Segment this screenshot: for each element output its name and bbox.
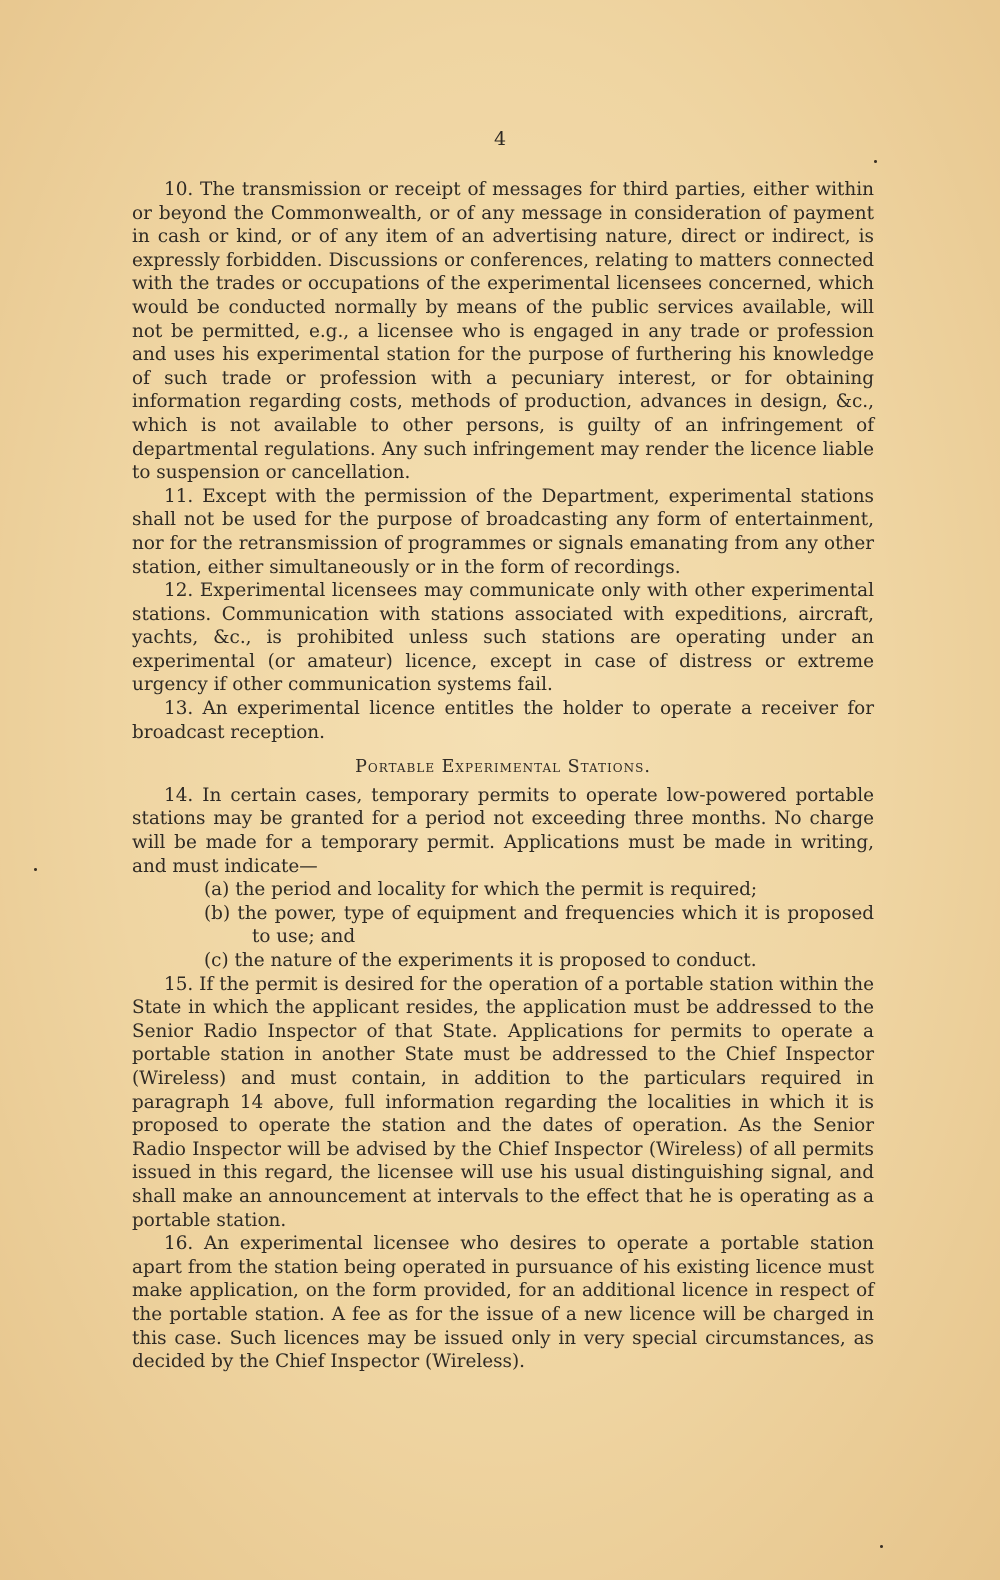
page-number: 4 [493, 128, 507, 150]
list-text: the power, type of equipment and frequencies which it is proposed to use; and [237, 902, 874, 948]
list-item-a [204, 878, 874, 902]
list-marker: (a) [204, 879, 230, 901]
list-item-c [204, 949, 874, 973]
list-text: the nature of the experiments it is proposed to conduct. [234, 950, 757, 971]
paragraph-14: 14. In certain cases, temporary permits to operate low-powered portable stations may be granted for a period not exceeding three months. No charge will be made for a temporary permit. Applications must be made in writing, and must indicate— [132, 784, 874, 877]
list-item-b [204, 902, 874, 949]
paragraph-16: 16. An experimental licensee who desires to operate a portable station apart from the station being operated in pursuance of his existing licence must make application, on the form provided, for an additional licence in respect of the portable station. A fee as for the issue of a new licence will be charged in this case. Such licences may be issued only in very special circumstances, as decided by the Chief Inspector (Wireless). [132, 1233, 874, 1373]
paper-fleck [874, 160, 877, 163]
paper-fleck [34, 868, 37, 871]
paragraph-10: 10. The transmission or receipt of messages for third parties, either within or beyond the Commonwealth, or of any message in consideration of payment in cash or kind, or of any item of an advertising nature, direct or indirect, is expressly forbidden. Discussions or conferences, relating to matters connected with the trades or occupations of the experimental licensees concerned, which would be conducted normally by means of the public services available, will not be permitted, e.g., a licensee who is engaged in any trade or profession and uses his experimental station for the purpose of furthering his knowledge of such trade or profession with a pecuniary interest, or for obtaining information regarding costs, methods of production, advances in design, &c., which is not available to other persons, is guilty of an infringement of departmental regulations. Any such infringement may render the licence liable to suspension or cancellation. [132, 179, 874, 484]
paragraph-15: 15. If the permit is desired for the operation of a portable station within the State in which the applicant resides, the application must be addressed to the Senior Radio Inspector of that State. Applications for permits to operate a portable station in another State must be addressed to the Chief Inspector (Wireless) and must contain, in addition to the particulars required in paragraph 14 above, full information regarding the localities in which it is proposed to operate the station and the dates of operation. As the Senior Radio Inspector will be advised by the Chief Inspector (Wireless) of all permits issued in this regard, the licensee will use his usual distinguishing signal, and shall make an announcement at intervals to the effect that he is operating as a portable station. [132, 973, 874, 1231]
paper-fleck [880, 1545, 883, 1548]
paragraph-12: 12. Experimental licensees may communicate only with other experimental stations. Communication with stations associated with expeditions, aircraft, yachts, &c., is prohibited unless such stations are operating under an experimental (or amateur) licence, except in case of distress or extreme urgency if other communication systems fail. [132, 580, 874, 696]
list-text: the period and locality for which the permit is required; [235, 879, 758, 901]
section-heading: Portable Experimental Stations. [355, 757, 651, 778]
list-marker: (b) [204, 902, 231, 924]
list-marker: (c) [204, 950, 229, 971]
document-body [132, 178, 874, 1374]
paragraph-13: 13. An experimental licence entitles the holder to operate a receiver for broadcast reception. [132, 698, 874, 743]
paragraph-11: 11. Except with the permission of the Department, experimental stations shall not be used for the purpose of broadcasting any form of entertainment, nor for the retransmission of programmes or signals emanating from any other station, either simultaneously or in the form of recordings. [132, 485, 874, 578]
